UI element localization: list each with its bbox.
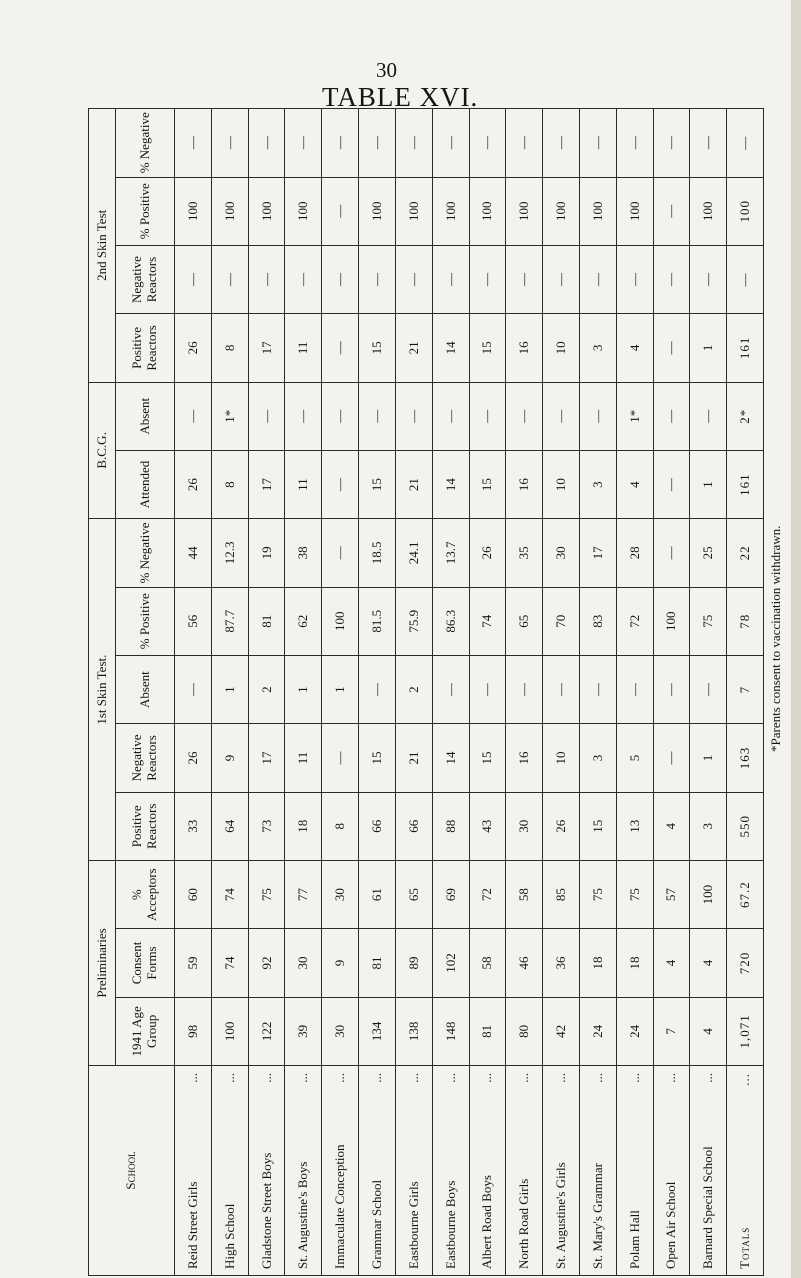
cell: 138 [395,997,432,1065]
cell: 1* [211,382,248,450]
cell: 100 [690,860,727,928]
cell: 15 [359,450,396,518]
table-row [690,109,727,1276]
cell: 75 [579,860,616,928]
cell: 24.1 [395,519,432,587]
cell: 19 [248,519,285,587]
cell: 4 [653,792,690,860]
cell: 148 [432,997,469,1065]
total-cell: 720 [727,929,764,997]
cell: 9 [211,724,248,792]
cell: 36 [543,929,580,997]
school-name: St. Mary's Grammar ... [579,1066,616,1276]
cell: 3 [690,792,727,860]
cell: — [322,382,359,450]
table-row [359,109,396,1276]
col-age-group: 1941 Age Group [116,997,175,1065]
cell: 4 [690,929,727,997]
cell: 100 [469,177,506,245]
cell: — [653,245,690,313]
cell: 60 [175,860,212,928]
school-name: Gladstone Street Boys ... [248,1066,285,1276]
cell: 26 [469,519,506,587]
cell: 74 [211,929,248,997]
cell: — [690,382,727,450]
cell: 14 [432,314,469,382]
cell: 3 [579,314,616,382]
school-name: Eastbourne Boys ... [432,1066,469,1276]
cell: — [469,655,506,723]
cell: — [359,245,396,313]
col-t1-negative: Negative Reactors [116,724,175,792]
cell: 87.7 [211,587,248,655]
cell: 18 [285,792,322,860]
cell: 100 [432,177,469,245]
col-t2-pct-negative: % Negative [116,109,175,178]
cell: — [285,382,322,450]
col-t2-negative: Negative Reactors [116,245,175,313]
total-cell: 550 [727,792,764,860]
cell: 1 [322,655,359,723]
table-row [285,109,322,1276]
col-t2-positive: Positive Reactors [116,314,175,382]
table-row [211,109,248,1276]
cell: 58 [506,860,543,928]
cell: 24 [579,997,616,1065]
cell: — [322,450,359,518]
cell: 86.3 [432,587,469,655]
rotated-table-container [88,108,764,1276]
cell: 26 [175,724,212,792]
total-cell: 7 [727,655,764,723]
cell: 134 [359,997,396,1065]
cell: 57 [653,860,690,928]
cell: 15 [469,314,506,382]
total-cell: 67.2 [727,860,764,928]
total-cell: 163 [727,724,764,792]
second-skin-test-header: 2nd Skin Test [89,109,116,383]
cell: 13 [616,792,653,860]
table-body [175,109,764,1276]
cell: — [543,245,580,313]
col-consent-forms: Consent Forms [116,929,175,997]
cell: — [322,519,359,587]
cell: — [653,109,690,178]
page-edge [791,0,801,1278]
cell: 15 [359,314,396,382]
total-cell: 2* [727,382,764,450]
cell: — [285,245,322,313]
cell: 100 [579,177,616,245]
cell: — [322,109,359,178]
cell: 75 [690,587,727,655]
cell: 17 [579,519,616,587]
school-name: High School ... [211,1066,248,1276]
school-name: St. Augustine's Boys ... [285,1066,322,1276]
total-cell: 161 [727,450,764,518]
cell: 43 [469,792,506,860]
cell: 100 [175,177,212,245]
first-skin-test-header: 1st Skin Test. [89,519,116,861]
table-row [175,109,212,1276]
cell: 75.9 [395,587,432,655]
cell: 89 [395,929,432,997]
cell: 42 [543,997,580,1065]
cell: 12.3 [211,519,248,587]
cell: 11 [285,724,322,792]
school-name: Immaculate Conception ... [322,1066,359,1276]
total-cell: 22 [727,519,764,587]
cell: 18 [616,929,653,997]
cell: — [653,177,690,245]
cell: — [248,382,285,450]
col-bcg-attended: Attended [116,450,175,518]
table-row [506,109,543,1276]
cell: — [653,314,690,382]
cell: — [432,245,469,313]
cell: 15 [579,792,616,860]
cell: 28 [616,519,653,587]
cell: 100 [690,177,727,245]
cell: 1 [690,314,727,382]
cell: 73 [248,792,285,860]
cell: 100 [616,177,653,245]
cell: 15 [469,450,506,518]
cell: — [432,109,469,178]
cell: — [211,109,248,178]
cell: 2 [395,655,432,723]
cell: — [579,382,616,450]
cell: 1 [690,724,727,792]
cell: 15 [469,724,506,792]
cell: 77 [285,860,322,928]
cell: 1 [690,450,727,518]
preliminaries-header: Preliminaries [89,860,116,1065]
cell: 30 [285,929,322,997]
cell: 62 [285,587,322,655]
cell: 88 [432,792,469,860]
cell: 100 [395,177,432,245]
cell: — [469,382,506,450]
cell: — [579,655,616,723]
col-t1-pct-negative: % Negative [116,519,175,587]
cell: 4 [616,314,653,382]
school-name: North Road Girls ... [506,1066,543,1276]
cell: 26 [543,792,580,860]
cell: 21 [395,314,432,382]
col-pct-acceptors: % Acceptors [116,860,175,928]
totals-label: Totals ... [727,1066,764,1276]
cell: 16 [506,314,543,382]
cell: 25 [690,519,727,587]
cell: 4 [690,997,727,1065]
cell: 11 [285,314,322,382]
school-name: Grammar School ... [359,1066,396,1276]
cell: 100 [211,177,248,245]
bcg-header: B.C.G. [89,382,116,519]
cell: 13.7 [432,519,469,587]
cell: 85 [543,860,580,928]
cell: — [175,245,212,313]
cell: 81 [469,997,506,1065]
table-row [469,109,506,1276]
cell: 92 [248,929,285,997]
cell: 2 [248,655,285,723]
cell: — [653,450,690,518]
cell: 102 [432,929,469,997]
cell: 10 [543,450,580,518]
cell: — [175,655,212,723]
cell: — [543,655,580,723]
table-row [248,109,285,1276]
cell: — [359,655,396,723]
cell: — [359,109,396,178]
cell: 1 [211,655,248,723]
cell: 100 [248,177,285,245]
cell: — [395,382,432,450]
cell: — [175,382,212,450]
table-row [395,109,432,1276]
cell: — [211,245,248,313]
col-t1-absent: Absent [116,655,175,723]
cell: — [616,245,653,313]
cell: 26 [175,450,212,518]
cell: — [506,245,543,313]
cell: 26 [175,314,212,382]
cell: 18 [579,929,616,997]
col-t1-pct-positive: % Positive [116,587,175,655]
cell: — [653,519,690,587]
total-cell: — [727,245,764,313]
cell: 81.5 [359,587,396,655]
school-name: St. Augustine's Girls ... [543,1066,580,1276]
cell: — [395,245,432,313]
data-table [88,108,764,1276]
cell: 17 [248,724,285,792]
school-header: School [89,1066,175,1276]
cell: 14 [432,450,469,518]
cell: 70 [543,587,580,655]
cell: 56 [175,587,212,655]
cell: — [432,655,469,723]
cell: 9 [322,929,359,997]
cell: 100 [543,177,580,245]
cell: 1* [616,382,653,450]
school-name: Open Air School ... [653,1066,690,1276]
cell: — [653,724,690,792]
cell: 7 [653,997,690,1065]
cell: 98 [175,997,212,1065]
page-number: 30 [376,58,397,82]
cell: 46 [506,929,543,997]
cell: 72 [616,587,653,655]
school-name: Albert Road Boys ... [469,1066,506,1276]
cell: 72 [469,860,506,928]
cell: 30 [506,792,543,860]
cell: 69 [432,860,469,928]
cell: 24 [616,997,653,1065]
cell: 75 [616,860,653,928]
cell: 38 [285,519,322,587]
cell: — [690,109,727,178]
cell: 30 [322,997,359,1065]
col-t1-positive: Positive Reactors [116,792,175,860]
cell: 33 [175,792,212,860]
school-name: Reid Street Girls ... [175,1066,212,1276]
cell: 35 [506,519,543,587]
cell: — [653,655,690,723]
totals-row [727,109,764,1276]
cell: 100 [506,177,543,245]
cell: 100 [653,587,690,655]
cell: — [690,245,727,313]
cell: — [469,109,506,178]
cell: — [322,314,359,382]
cell: 66 [395,792,432,860]
table-row [616,109,653,1276]
table-row [543,109,580,1276]
cell: 15 [359,724,396,792]
cell: 81 [248,587,285,655]
cell: — [469,245,506,313]
cell: 61 [359,860,396,928]
cell: 58 [469,929,506,997]
school-name: Eastbourne Girls ... [395,1066,432,1276]
total-cell: 100 [727,177,764,245]
cell: 4 [653,929,690,997]
table-row [432,109,469,1276]
cell: 21 [395,724,432,792]
cell: — [690,655,727,723]
cell: — [322,177,359,245]
cell: — [285,109,322,178]
cell: 100 [285,177,322,245]
cell: 10 [543,724,580,792]
cell: 65 [506,587,543,655]
cell: 3 [579,450,616,518]
cell: 3 [579,724,616,792]
cell: — [248,245,285,313]
total-cell: — [727,109,764,178]
cell: — [248,109,285,178]
cell: 100 [211,997,248,1065]
cell: — [579,245,616,313]
cell: 17 [248,450,285,518]
cell: 8 [211,314,248,382]
cell: — [395,109,432,178]
cell: 17 [248,314,285,382]
table-row [579,109,616,1276]
table-title: TABLE XVI. [322,82,479,112]
total-cell: 161 [727,314,764,382]
cell: — [579,109,616,178]
table-row [653,109,690,1276]
cell: 66 [359,792,396,860]
footnote: *Parents consent to vaccination withdrawn. [768,525,783,752]
cell: 83 [579,587,616,655]
cell: — [322,245,359,313]
cell: — [506,655,543,723]
cell: 100 [322,587,359,655]
cell: 16 [506,724,543,792]
cell: 122 [248,997,285,1065]
cell: 18.5 [359,519,396,587]
cell: 80 [506,997,543,1065]
cell: 74 [469,587,506,655]
cell: 39 [285,997,322,1065]
school-name: Barnard Special School ... [690,1066,727,1276]
cell: 5 [616,724,653,792]
cell: — [616,109,653,178]
cell: 44 [175,519,212,587]
cell: 8 [322,792,359,860]
school-name: Polam Hall ... [616,1066,653,1276]
cell: 81 [359,929,396,997]
cell: — [543,109,580,178]
cell: 64 [211,792,248,860]
table-row [322,109,359,1276]
cell: 11 [285,450,322,518]
cell: 30 [543,519,580,587]
cell: 30 [322,860,359,928]
cell: — [322,724,359,792]
cell: 16 [506,450,543,518]
col-bcg-absent: Absent [116,382,175,450]
cell: — [506,382,543,450]
cell: 65 [395,860,432,928]
cell: 1 [285,655,322,723]
cell: 10 [543,314,580,382]
cell: — [506,109,543,178]
cell: 8 [211,450,248,518]
cell: — [543,382,580,450]
total-cell: 78 [727,587,764,655]
cell: — [175,109,212,178]
cell: 59 [175,929,212,997]
cell: 21 [395,450,432,518]
cell: 74 [211,860,248,928]
cell: 4 [616,450,653,518]
cell: 14 [432,724,469,792]
col-t2-pct-positive: % Positive [116,177,175,245]
cell: 75 [248,860,285,928]
cell: — [616,655,653,723]
cell: — [432,382,469,450]
cell: — [653,382,690,450]
cell: — [359,382,396,450]
cell: 100 [359,177,396,245]
total-cell: 1,071 [727,997,764,1065]
